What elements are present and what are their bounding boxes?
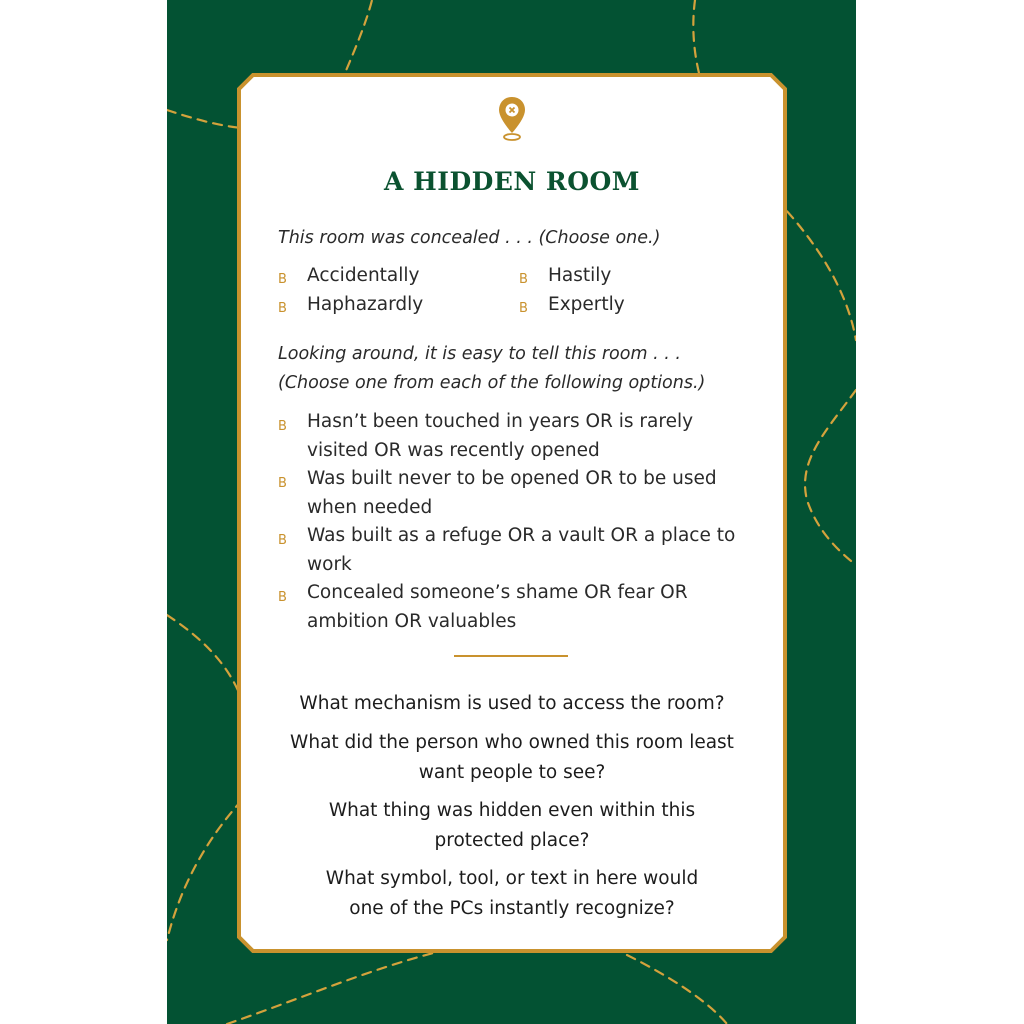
option-expertly: Expertly xyxy=(548,294,625,315)
list-item: Was built as a refuge OR a vault OR a place to work xyxy=(307,525,736,575)
list-item: Was built never to be opened OR to be used when needed xyxy=(307,468,717,518)
section2-prompt-line2: (Choose one from each of the following options.) xyxy=(278,373,706,393)
question-3: What thing was hidden even within this protected place? xyxy=(328,800,696,851)
section1-prompt: This room was concealed . . . (Choose one.) xyxy=(278,228,661,248)
bullet-icon: B xyxy=(278,533,287,548)
list-item: Concealed someone’s shame OR fear OR ambition OR valuables xyxy=(307,582,688,632)
bullet-icon: B xyxy=(519,272,528,287)
bullet-icon: B xyxy=(278,272,287,287)
list-item: Hasn’t been touched in years OR is rarely visited OR was recently opened xyxy=(307,411,694,461)
prompt-card xyxy=(237,73,787,953)
bullet-icon: B xyxy=(278,590,287,605)
question-4: What symbol, tool, or text in here would one of the PCs instantly recognize? xyxy=(325,868,699,919)
question-1: What mechanism is used to access the room? xyxy=(299,693,725,714)
bullet-icon: B xyxy=(278,476,287,491)
map-pin-icon xyxy=(497,95,527,143)
option-haphazardly: Haphazardly xyxy=(307,294,424,315)
divider xyxy=(454,655,568,657)
bullet-icon: B xyxy=(278,419,287,434)
bullet-icon: B xyxy=(278,301,287,316)
bullet-icon: B xyxy=(519,301,528,316)
card-title: A HIDDEN ROOM xyxy=(384,167,640,196)
question-2: What did the person who owned this room least want people to see? xyxy=(290,732,734,783)
option-accidentally: Accidentally xyxy=(307,265,420,286)
option-hastily: Hastily xyxy=(548,265,612,286)
section2-prompt-line1: Looking around, it is easy to tell this room . . . xyxy=(278,344,681,364)
